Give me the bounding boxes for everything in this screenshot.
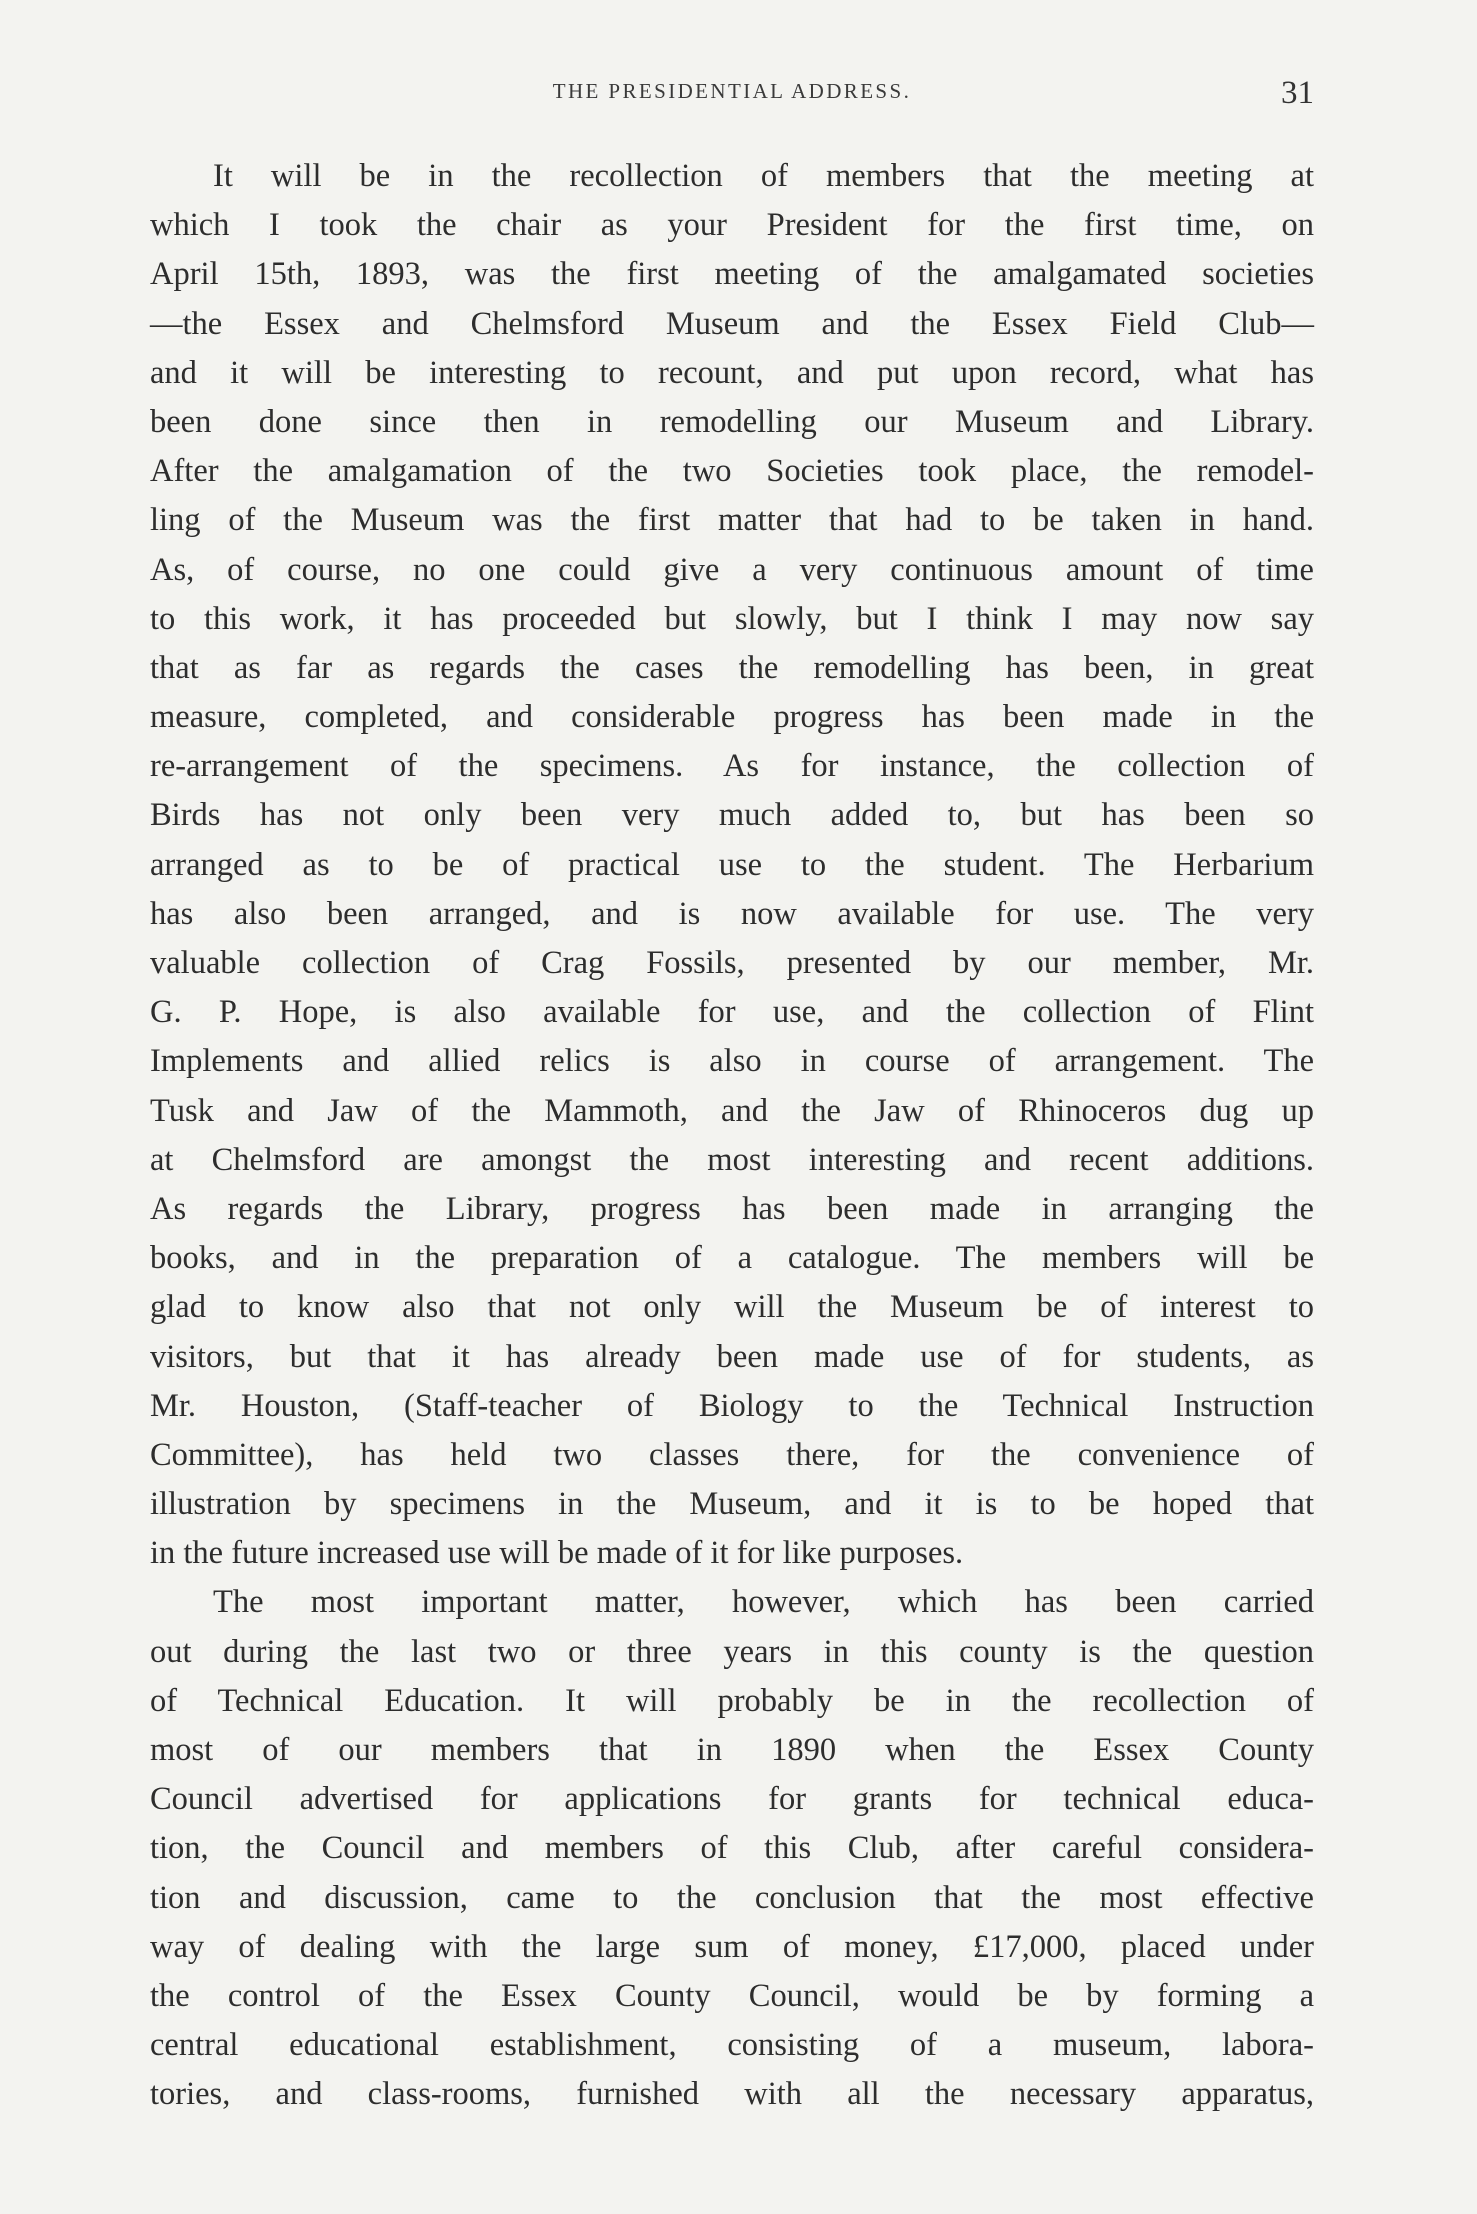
text-line: tion and discussion, came to the conclusion that the most effective	[150, 1879, 1314, 1916]
text-line: illustration by specimens in the Museum, and it is to be hoped that	[150, 1486, 1314, 1523]
text-line: in the future increased use will be made of it for like purposes.	[150, 1535, 964, 1572]
running-head	[150, 75, 1314, 115]
text-line: The most important matter, however, which has been carried	[213, 1584, 1314, 1621]
text-line: arranged as to be of practical use to the student. The Herbarium	[150, 846, 1314, 883]
text-line: As, of course, no one could give a very continuous amount of time	[150, 551, 1314, 588]
text-line: It will be in the recollection of members that the meeting at	[213, 158, 1314, 194]
body-text	[150, 152, 1314, 2120]
text-line: been done since then in remodelling our Museum and Library.	[150, 403, 1314, 440]
text-line: Tusk and Jaw of the Mammoth, and the Jaw of Rhinoceros dug up	[150, 1092, 1314, 1129]
page-number: 31	[1281, 75, 1314, 111]
text-line: —the Essex and Chelmsford Museum and the Essex Field Club—	[150, 305, 1314, 342]
text-line: which I took the chair as your President for the first time, on	[150, 207, 1314, 244]
text-line: Implements and allied relics is also in course of arrangement. The	[150, 1043, 1314, 1080]
text-line: at Chelmsford are amongst the most interesting and recent additions.	[150, 1141, 1314, 1178]
text-line: Council advertised for applications for grants for technical educa-	[150, 1781, 1314, 1818]
text-line: books, and in the preparation of a catalogue. The members will be	[150, 1240, 1314, 1277]
text-line: valuable collection of Crag Fossils, presented by our member, Mr.	[150, 945, 1314, 981]
text-line: visitors, but that it has already been made use of for students, as	[150, 1338, 1314, 1375]
paragraph-2	[150, 1578, 1314, 2119]
text-line: has also been arranged, and is now available for use. The very	[150, 895, 1314, 932]
text-line: As regards the Library, progress has been made in arranging the	[150, 1190, 1314, 1227]
text-line: Committee), has held two classes there, for the convenience of	[150, 1436, 1314, 1473]
text-line: of Technical Education. It will probably be in the recollection of	[150, 1682, 1314, 1719]
text-line: central educational establishment, consisting of a museum, labora-	[150, 2027, 1314, 2064]
text-line: way of dealing with the large sum of money, £17,000, placed under	[150, 1928, 1314, 1965]
running-title: THE PRESIDENTIAL ADDRESS.	[552, 79, 912, 103]
text-line: to this work, it has proceeded but slowly, but I think I may now say	[150, 600, 1314, 637]
text-line: tories, and class-rooms, furnished with all the necessary apparatus,	[150, 2076, 1314, 2113]
text-line: out during the last two or three years in this county is the question	[150, 1633, 1314, 1670]
text-line: glad to know also that not only will the Museum be of interest to	[150, 1289, 1314, 1326]
text-line: April 15th, 1893, was the first meeting of the amalgamated societies	[150, 256, 1314, 293]
text-line: re-arrangement of the specimens. As for instance, the collection of	[150, 748, 1314, 785]
text-line: ling of the Museum was the first matter that had to be taken in hand.	[150, 502, 1314, 539]
paragraph-1	[150, 152, 1314, 1578]
text-line: Mr. Houston, (Staff-teacher of Biology to the Technical Instruction	[150, 1387, 1314, 1424]
text-line: After the amalgamation of the two Societies took place, the remodel-	[150, 453, 1314, 490]
text-line: the control of the Essex County Council, would be by forming a	[150, 1977, 1314, 2014]
text-line: that as far as regards the cases the remodelling has been, in great	[150, 649, 1314, 686]
text-line: Birds has not only been very much added to, but has been so	[150, 797, 1314, 834]
text-line: measure, completed, and considerable progress has been made in the	[150, 699, 1314, 736]
text-line: most of our members that in 1890 when the Essex County	[150, 1732, 1314, 1768]
text-line: tion, the Council and members of this Club, after careful considera-	[150, 1830, 1314, 1867]
text-line: G. P. Hope, is also available for use, and the collection of Flint	[150, 994, 1314, 1031]
text-line: and it will be interesting to recount, and put upon record, what has	[150, 354, 1314, 391]
